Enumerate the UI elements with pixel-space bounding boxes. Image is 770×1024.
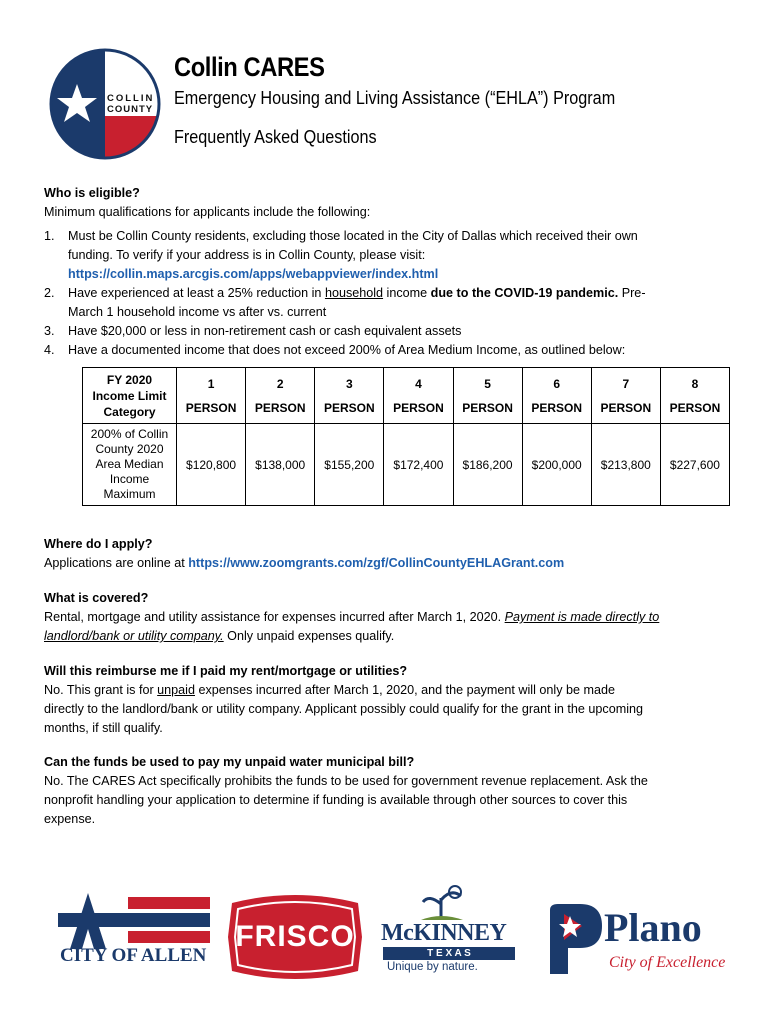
mckinney-logo — [381, 884, 521, 979]
reimburse-question: Will this reimburse me if I paid my rent/mortgage or utilities? — [44, 664, 408, 678]
table-header-cell: 8 PERSON — [660, 368, 729, 424]
plano-logo — [542, 902, 732, 982]
eligibility-section — [44, 184, 744, 360]
faq-heading: Frequently Asked Questions — [174, 127, 377, 147]
income-limit-table — [82, 367, 730, 506]
mckinney-tree-icon — [411, 884, 471, 922]
apply-section: Where do I apply? Applications are online at https://www.zoomgrants.com/zgf/CollinCountyEHLAGrant.com — [44, 535, 744, 573]
mckinney-state-bar: T E X A S — [383, 947, 515, 960]
table-header-cell: 4 PERSON — [384, 368, 453, 424]
table-header-row — [83, 368, 730, 424]
water-question: Can the funds be used to pay my unpaid water municipal bill? — [44, 755, 415, 769]
table-row — [83, 424, 730, 506]
allen-star-icon — [58, 893, 210, 949]
eligibility-item-3: 3. Have $20,000 or less in non-retirement cash or cash equivalent assets — [44, 324, 462, 338]
covered-question: What is covered? — [44, 591, 149, 605]
page-title: Collin CARES — [174, 52, 325, 82]
eligibility-item-1: 1. Must be Collin County residents, excluding those located in the City of Dallas which received their own funding. To verify if your address is in Collin County, please visit: https://collin.maps.arcgis.com/apps/webappviewer/index.html — [44, 227, 744, 284]
table-header-label: FY 2020 Income Limit Category — [83, 368, 177, 424]
allen-text: CITY OF ALLEN — [60, 945, 207, 966]
plano-tagline: City of Excellence — [609, 954, 726, 971]
eligibility-intro: Minimum qualifications for applicants include the following: — [44, 205, 371, 219]
page-subtitle: Emergency Housing and Living Assistance (“EHLA”) Program — [174, 88, 616, 108]
apply-question: Where do I apply? — [44, 537, 153, 551]
water-section: Can the funds be used to pay my unpaid water municipal bill? No. The CARES Act specifically prohibits the funds to be used for government revenue replacement. Ask the nonprofit handling your application to determine if funding is available through other sources to cover this expense. — [44, 753, 744, 829]
arcgis-link[interactable]: https://collin.maps.arcgis.com/apps/webappviewer/index.html — [68, 267, 439, 281]
zoomgrants-link[interactable]: https://www.zoomgrants.com/zgf/CollinCountyEHLAGrant.com — [188, 556, 565, 570]
covered-section: What is covered? Rental, mortgage and utility assistance for expenses incurred after March 1, 2020. Payment is made directly to landlord/bank or utility company. Only unpaid expenses qualify. — [44, 589, 744, 646]
eligibility-item-4: 4. Have a documented income that does not exceed 200% of Area Medium Income, as outlined below: — [44, 343, 626, 357]
table-cell: $138,000 — [246, 424, 315, 506]
table-cell: $227,600 — [660, 424, 729, 506]
table-cell: $213,800 — [591, 424, 660, 506]
table-cell: $200,000 — [522, 424, 591, 506]
table-row-label: 200% of Collin County 2020 Area Median Income Maximum — [83, 424, 177, 506]
table-cell: $155,200 — [315, 424, 384, 506]
frisco-text: FRISCO — [235, 920, 355, 953]
table-header-cell: 2 PERSON — [246, 368, 315, 424]
mckinney-tagline: Unique by nature. — [387, 961, 478, 973]
table-header-cell: 5 PERSON — [453, 368, 522, 424]
city-of-allen-logo — [58, 893, 210, 973]
table-header-cell: 6 PERSON — [522, 368, 591, 424]
frisco-logo — [222, 893, 368, 981]
mckinney-text: McKINNEY — [381, 920, 507, 946]
eligibility-list — [44, 227, 744, 360]
table-cell: $120,800 — [177, 424, 246, 506]
plano-star-icon — [542, 902, 604, 974]
logo-line-1: COLLIN — [107, 93, 155, 104]
eligibility-item-2: 2. Have experienced at least a 25% reduction in household income due to the COVID-19 pandemic. Pre- March 1 household income vs after vs. current — [44, 286, 646, 319]
collin-county-logo — [49, 48, 161, 160]
reimburse-section: Will this reimburse me if I paid my rent/mortgage or utilities? No. This grant is for unpaid expenses incurred after March 1, 2020, and the payment will only be made directly to the landlord/bank or utility company. Applicant possibly could qualify for the grant in the upcoming months, if still qualify. — [44, 662, 744, 738]
eligibility-question: Who is eligible? — [44, 186, 140, 200]
table-header-cell: 1 PERSON — [177, 368, 246, 424]
logo-line-2: COUNTY — [107, 104, 154, 115]
table-cell: $172,400 — [384, 424, 453, 506]
table-header-cell: 3 PERSON — [315, 368, 384, 424]
plano-text: Plano — [604, 905, 702, 950]
table-header-cell: 7 PERSON — [591, 368, 660, 424]
table-cell: $186,200 — [453, 424, 522, 506]
